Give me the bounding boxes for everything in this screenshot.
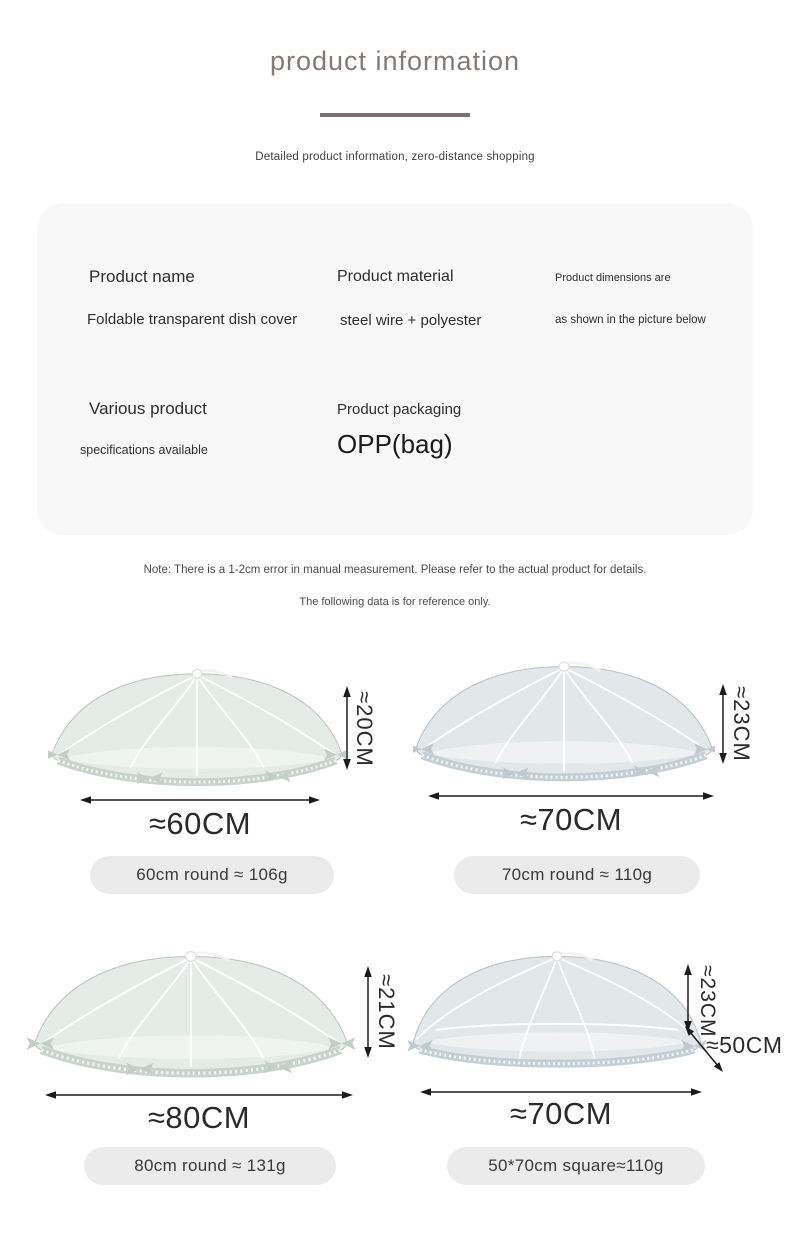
spec-badge-80cm: 80cm round ≈ 131g: [84, 1147, 336, 1185]
measurement-note: Note: There is a 1-2cm error in manual measurement. Please refer to the actual product for details.: [143, 564, 647, 576]
depth-label-50x70cm: ≈50CM: [706, 1032, 783, 1058]
dish-cover-60cm-image: [48, 666, 346, 794]
field-various-spec-label: Various product: [89, 399, 207, 418]
dish-cover-70cm-image: [413, 658, 715, 790]
product-info-card: [37, 203, 753, 535]
width-label-60cm: ≈60CM: [148, 806, 252, 841]
height-label-80cm: ≈21CM: [374, 974, 399, 1050]
page-title: product information: [269, 46, 521, 76]
field-product-name-label: Product name: [89, 267, 195, 286]
spec-badge-70cm: 70cm round ≈ 110g: [454, 856, 700, 894]
title-divider: [320, 113, 470, 117]
height-label-60cm: ≈20CM: [352, 691, 377, 767]
spec-badge-50x70cm: 50*70cm square≈110g: [447, 1147, 705, 1185]
field-product-material-label: Product material: [337, 268, 454, 285]
width-label-80cm: ≈80CM: [147, 1100, 251, 1135]
field-product-material-value: steel wire + polyester: [340, 312, 482, 329]
field-packaging-value: OPP(bag): [337, 429, 453, 459]
field-packaging-label: Product packaging: [337, 401, 462, 418]
reference-note: The following data is for reference only.: [299, 596, 491, 608]
width-arrow-60cm: [80, 794, 320, 806]
width-label-70cm: ≈70CM: [519, 802, 623, 837]
height-label-50x70cm: ≈23CM: [696, 965, 719, 1038]
height-label-70cm: ≈23CM: [729, 686, 754, 762]
field-product-dimensions-label: Product dimensions are: [555, 272, 671, 284]
height-arrow-50x70cm: [682, 964, 694, 1032]
field-various-spec-value: specifications available: [80, 443, 208, 457]
field-product-dimensions-value: as shown in the picture below: [555, 314, 706, 326]
dish-cover-80cm-image: [25, 948, 357, 1086]
spec-badge-60cm: 60cm round ≈ 106g: [90, 856, 334, 894]
field-product-name-value: Foldable transparent dish cover: [87, 311, 298, 328]
dish-cover-50x70cm-image: [408, 942, 706, 1082]
width-arrow-70cm: [428, 790, 714, 802]
page-subtitle: Detailed product information, zero-distance shopping: [255, 151, 535, 163]
width-label-50x70cm: ≈70CM: [509, 1096, 613, 1131]
